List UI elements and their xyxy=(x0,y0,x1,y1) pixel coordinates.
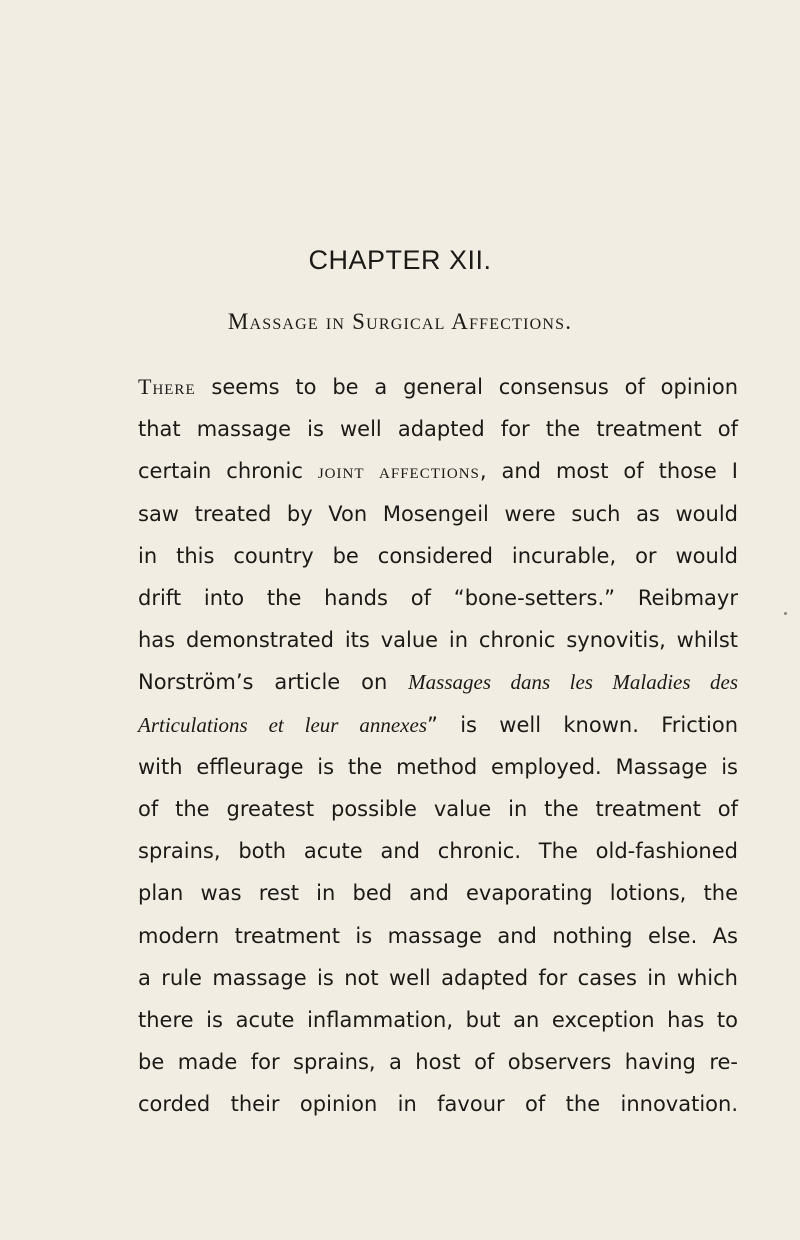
text-segment: there is acute inflammation, but an exception has to xyxy=(138,1008,738,1032)
text-segment: modern treatment is massage and nothing else. As xyxy=(138,924,738,948)
text-segment: drift into the hands of “bone-setters.” Reibmayr xyxy=(138,586,738,610)
text-segment: certain chronic xyxy=(138,459,318,483)
text-line xyxy=(138,667,738,697)
text-segment: has demonstrated its value in chronic synovitis, whilst xyxy=(138,628,738,652)
text-line xyxy=(138,499,738,529)
text-segment: There xyxy=(138,374,196,399)
text-line xyxy=(138,963,738,993)
text-segment: in this country be considered incurable, or would xyxy=(138,544,738,568)
text-line xyxy=(138,583,738,613)
text-line xyxy=(138,752,738,782)
text-line xyxy=(138,414,738,444)
text-segment: be made for sprains, a host of observers having re- xyxy=(138,1050,738,1074)
text-segment: seems to be a general consensus of opinion xyxy=(195,375,738,399)
text-line xyxy=(138,1005,738,1035)
text-segment: with effleurage is the method employed. Massage is xyxy=(138,755,738,779)
text-line xyxy=(138,541,738,571)
text-segment: that massage is well adapted for the treatment of xyxy=(138,417,738,441)
text-line xyxy=(138,625,738,655)
text-segment: Norström’s article on xyxy=(138,670,409,694)
section-title: Massage in Surgical Affections. xyxy=(227,309,573,334)
text-segment: sprains, both acute and chronic. The old-fashioned xyxy=(138,839,738,863)
text-segment: saw treated by Von Mosengeil were such as would xyxy=(138,502,738,526)
text-line xyxy=(138,836,738,866)
text-segment: , and most of those I xyxy=(479,459,738,483)
text-line xyxy=(138,456,738,486)
chapter-heading: CHAPTER XII. xyxy=(308,245,492,275)
text-segment: of the greatest possible value in the treatment of xyxy=(138,797,738,821)
text-segment: joint affections xyxy=(317,459,480,483)
text-segment: plan was rest in bed and evaporating lotions, the xyxy=(138,881,738,905)
text-line xyxy=(138,710,738,740)
paper-speck xyxy=(784,612,787,615)
text-segment: a rule massage is not well adapted for cases in which xyxy=(138,966,738,990)
text-segment: Massages dans les Maladies des xyxy=(408,670,739,694)
text-line xyxy=(138,372,738,402)
text-line xyxy=(138,1089,738,1119)
text-line xyxy=(138,1047,738,1077)
text-line xyxy=(138,921,738,951)
text-segment: ” is well known. Friction xyxy=(427,713,738,737)
text-segment: corded their opinion in favour of the innovation. xyxy=(138,1092,738,1116)
text-line xyxy=(138,794,738,824)
text-line xyxy=(138,878,738,908)
text-segment: Articulations et leur annexes xyxy=(138,713,427,737)
